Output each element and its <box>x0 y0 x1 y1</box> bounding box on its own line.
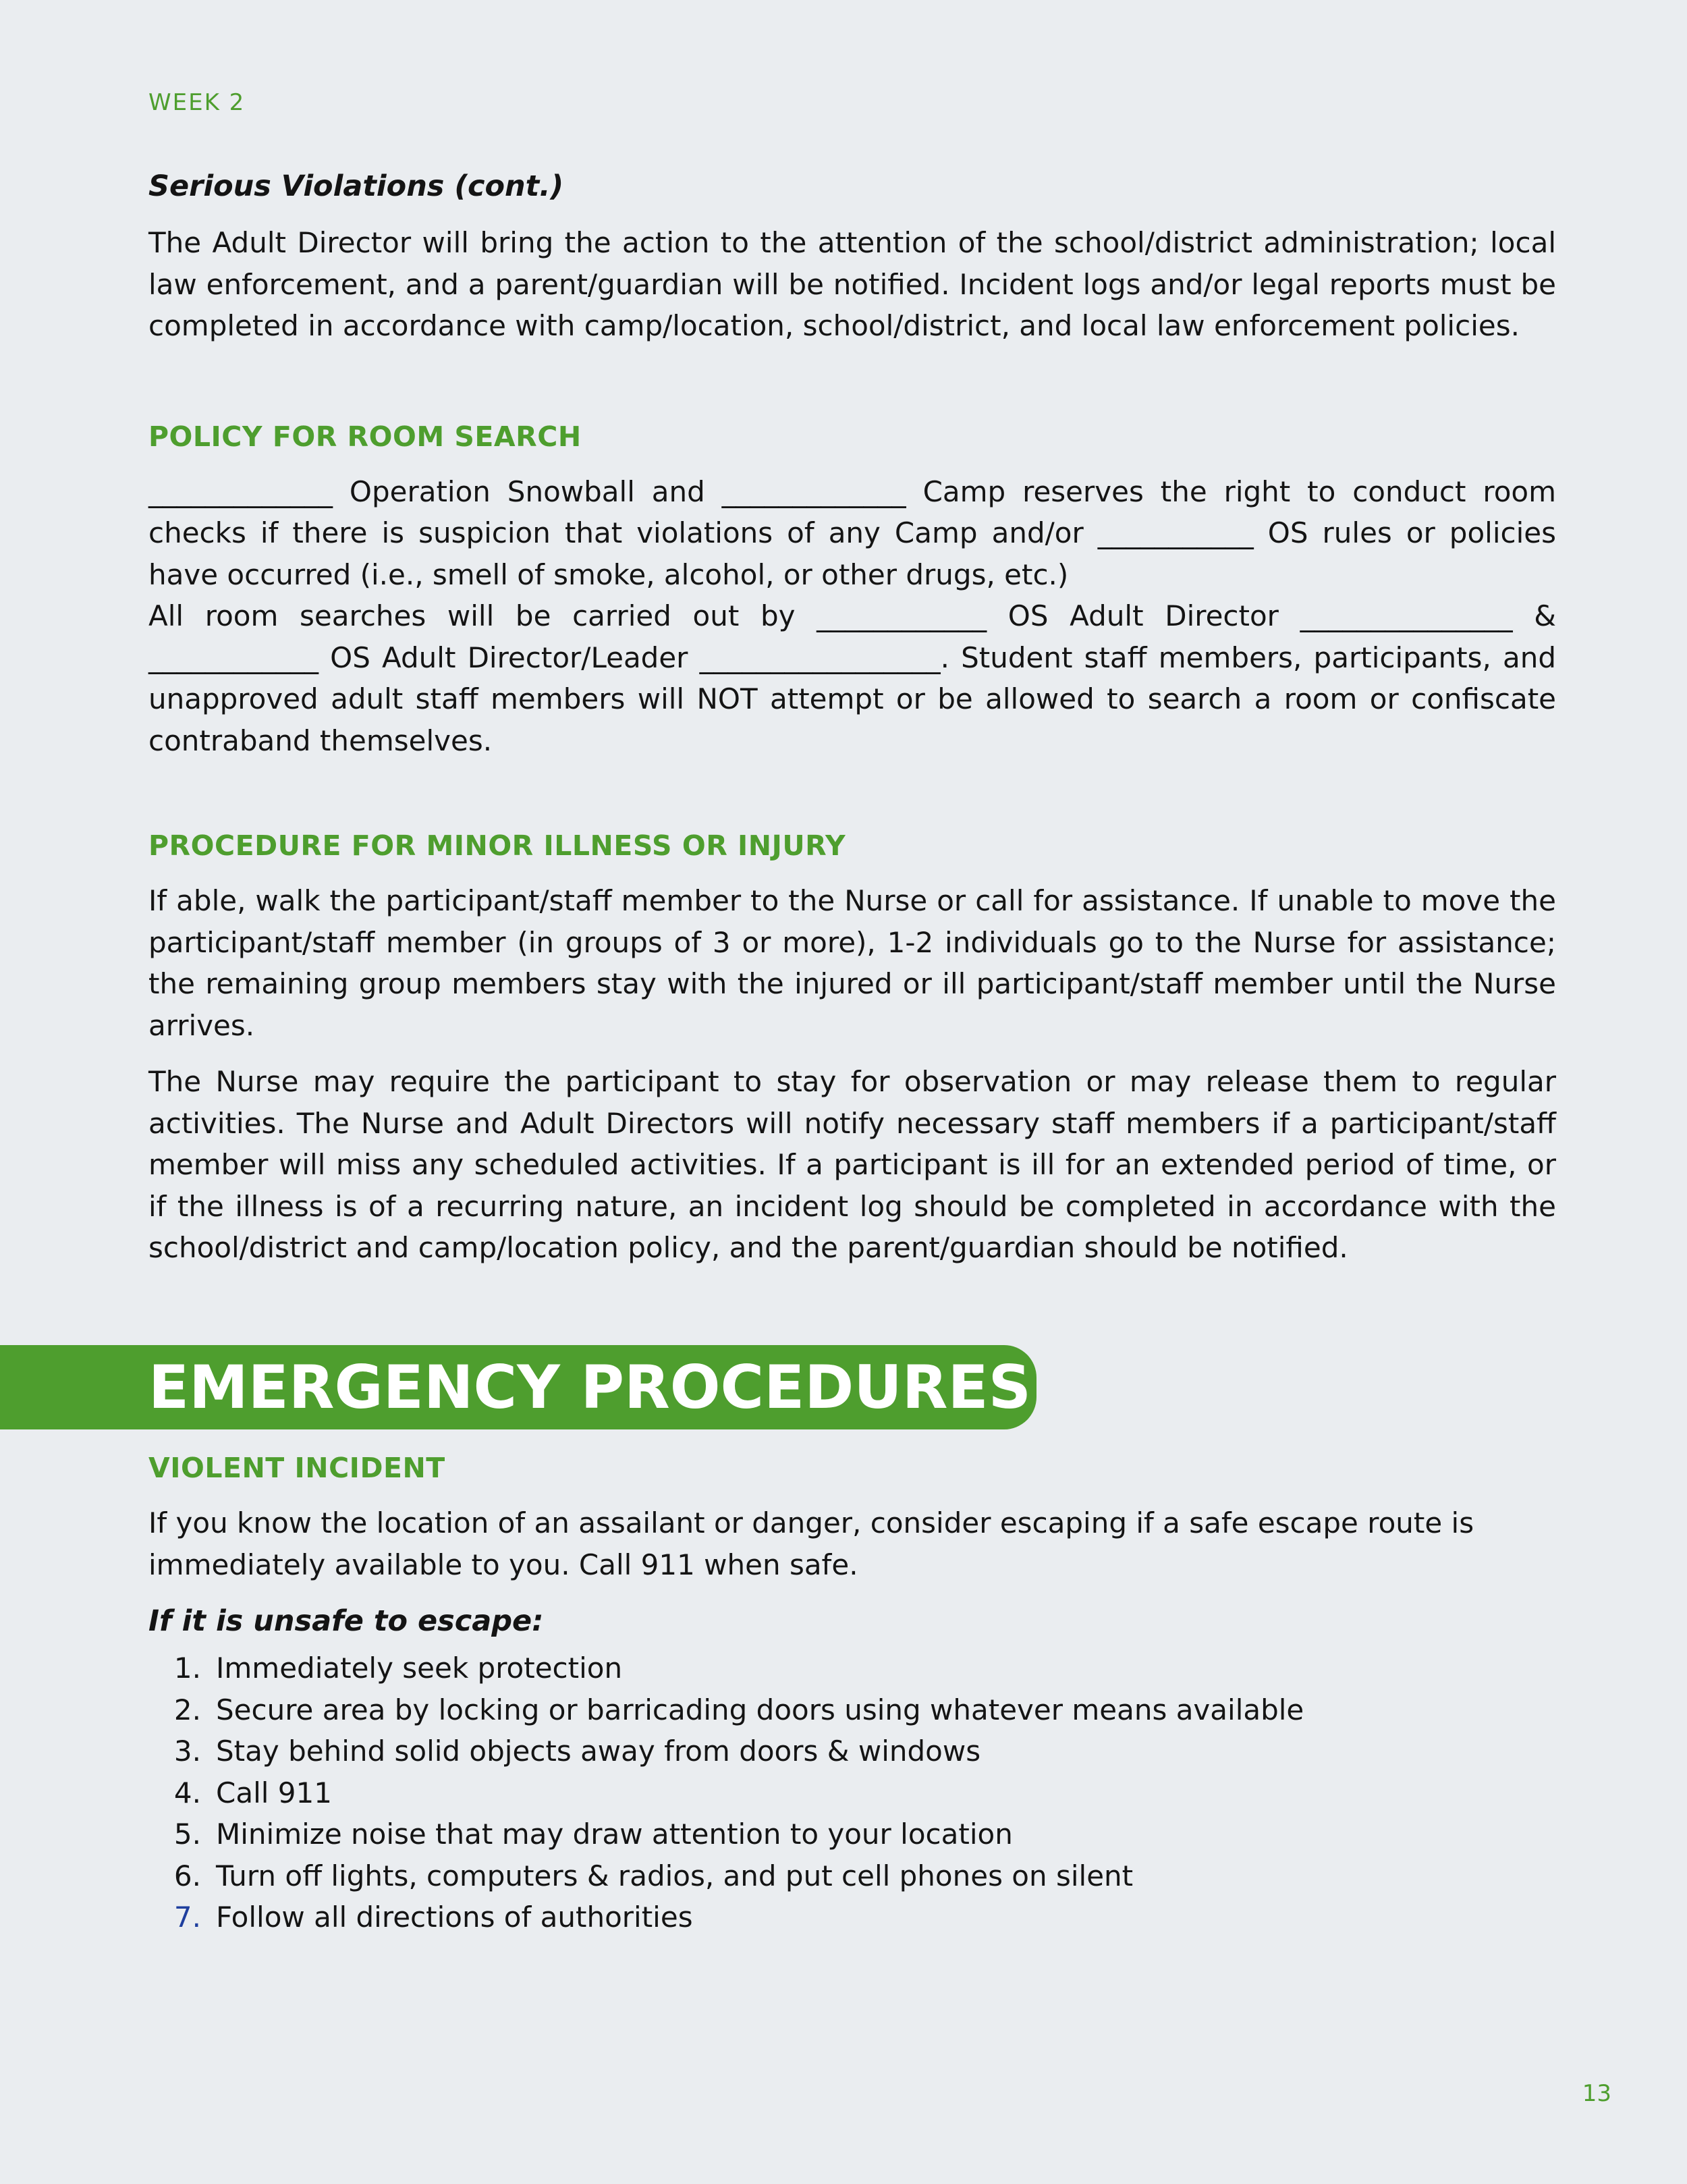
unsafe-escape-heading: If it is unsafe to escape: <box>148 1604 544 1638</box>
step-text: Stay behind solid objects away from doors & windows <box>216 1735 981 1768</box>
list-item <box>148 1896 1556 1938</box>
room-search-heading: POLICY FOR ROOM SEARCH <box>148 420 582 453</box>
violent-incident-heading: VIOLENT INCIDENT <box>148 1452 445 1484</box>
week-label: WEEK 2 <box>148 89 246 116</box>
emergency-content <box>148 1447 1556 1938</box>
main-content <box>148 165 1556 1284</box>
page-number: 13 <box>1582 2080 1611 2107</box>
step-number: 6. <box>173 1859 201 1892</box>
step-number: 3. <box>173 1735 201 1768</box>
minor-illness-paragraph-1: If able, walk the participant/staff member to the Nurse or call for assistance. If unable to move the participant/staff member (in groups of 3 or more), 1-2 individuals go to the Nurse for assistance; the remaining group members stay with the injured or ill participant/staff member until the Nurse arrives. <box>148 884 1556 1042</box>
step-number: 4. <box>173 1776 201 1809</box>
list-item <box>148 1730 1556 1772</box>
step-text: Turn off lights, computers & radios, and put cell phones on silent <box>216 1859 1134 1892</box>
list-item <box>148 1813 1556 1855</box>
list-item <box>148 1647 1556 1689</box>
step-text: Secure area by locking or barricading doors using whatever means available <box>216 1693 1304 1726</box>
step-text: Minimize noise that may draw attention to your location <box>216 1818 1013 1851</box>
step-number: 1. <box>173 1651 201 1685</box>
emergency-procedures-title: EMERGENCY PROCEDURES <box>148 1353 1032 1422</box>
room-search-paragraph-1: _____________ Operation Snowball and _____________ Camp reserves the right to conduct room checks if there is suspicion that violations of any Camp and/or ___________ OS rules or policies have occurred (i.e., smell of smoke, alcohol, or other drugs, etc.) <box>148 474 1556 591</box>
serious-violations-paragraph: The Adult Director will bring the action to the attention of the school/district administration; local law enforcement, and a parent/guardian will be notified. Incident logs and/or legal reports must be completed in accordance with camp/location, school/district, and local law enforcement policies. <box>148 226 1556 342</box>
room-search-paragraph-2: All room searches will be carried out by ____________ OS Adult Director _______________ & ____________ OS Adult Director/Leader _________________. Student staff members, participants, and unapproved adult staff members will NOT attempt or be allowed to search a room or confiscate contraband themselves. <box>148 599 1556 757</box>
step-text: Follow all directions of authorities <box>216 1901 693 1934</box>
step-number: 7. <box>173 1901 201 1934</box>
list-item <box>148 1855 1556 1897</box>
minor-illness-paragraph-2: The Nurse may require the participant to stay for observation or may release them to regular activities. The Nurse and Adult Directors will notify necessary staff members if a participant/staff member will miss any scheduled activities. If a participant is ill for an extended period of time, or if the illness is of a recurring nature, an incident log should be completed in accordance with the school/district and camp/location policy, and the parent/guardian should be notified. <box>148 1065 1556 1264</box>
list-item <box>148 1772 1556 1814</box>
step-text: Immediately seek protection <box>216 1651 623 1685</box>
violent-incident-paragraph: If you know the location of an assailant or danger, consider escaping if a safe escape route is immediately available to you. Call 911 when safe. <box>148 1506 1474 1581</box>
serious-violations-heading: Serious Violations (cont.) <box>148 169 564 203</box>
step-text: Call 911 <box>216 1776 332 1809</box>
step-number: 5. <box>173 1818 201 1851</box>
list-item <box>148 1689 1556 1731</box>
step-number: 2. <box>173 1693 201 1726</box>
steps-list <box>148 1647 1556 1938</box>
spacer <box>148 776 1556 825</box>
emergency-procedures-banner <box>0 1345 1036 1429</box>
spacer <box>148 362 1556 416</box>
minor-illness-heading: PROCEDURE FOR MINOR ILLNESS OR INJURY <box>148 829 846 862</box>
